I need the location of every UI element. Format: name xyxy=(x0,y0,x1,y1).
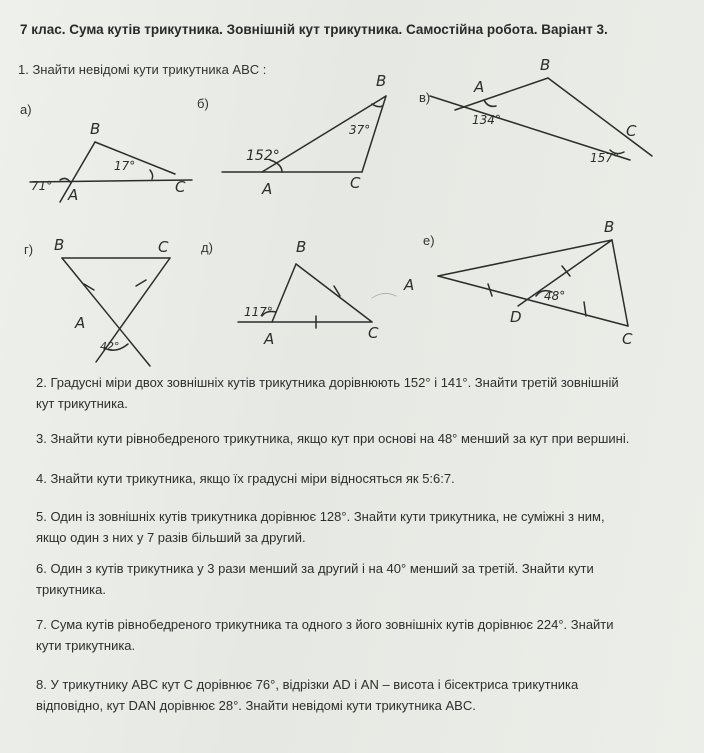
fig-v-label-b: B xyxy=(540,56,551,74)
fig-a-label-a: A xyxy=(68,186,79,204)
question-line: 4. Знайти кути трикутника, якщо їх градусні міри відносяться як 5:6:7. xyxy=(36,471,455,486)
fig-a-label-b: B xyxy=(90,120,101,138)
fig-v-angle-c: 157° xyxy=(590,151,619,165)
fig-b-label-a: A xyxy=(262,180,273,198)
fig-a-label-c: C xyxy=(175,178,186,196)
sub-label-b: б) xyxy=(197,96,209,111)
question-6 xyxy=(36,558,594,600)
fig-g-label-a: A xyxy=(75,314,86,332)
figure-e-triangle xyxy=(438,240,628,326)
fig-g-angle: 42° xyxy=(100,340,120,353)
question-line: 3. Знайти кути рівнобедреного трикутника, якщо кут при основі на 48° менший за кут при вершині. xyxy=(36,431,630,446)
question-3 xyxy=(36,428,629,449)
question-line: 8. У трикутнику ABC кут C дорівнює 76°, відрізки AD і AN – висота і бісектриса трикутника xyxy=(36,677,579,692)
fig-g-label-c: C xyxy=(158,238,169,256)
question-line: кут трикутника. xyxy=(36,396,128,411)
fig-v-angle-a: 134° xyxy=(472,113,501,127)
fig-v-label-a: A xyxy=(474,78,485,96)
fig-g-label-b: B xyxy=(54,236,65,254)
fig-e-label-a: A xyxy=(404,276,415,294)
question-4 xyxy=(36,468,455,489)
question-line: 2. Градусні міри двох зовнішніх кутів трикутника дорівнюють 152° і 141°. Знайти третій зовнішній xyxy=(36,375,619,390)
sub-label-d: д) xyxy=(201,240,213,255)
fig-e-label-b: B xyxy=(604,218,615,236)
question-5 xyxy=(36,506,605,548)
fig-b-angle-ext: 152° xyxy=(246,148,280,164)
worksheet-title: 7 клас. Сума кутів трикутника. Зовнішній кут трикутника. Самостійна робота. Варіант 3. xyxy=(20,22,608,37)
question-line: 6. Один з кутів трикутника у 3 рази менший за другий і на 40° менший за третій. Знайти кути xyxy=(36,561,594,576)
fig-b-label-c: C xyxy=(350,174,361,192)
fig-e-label-c: C xyxy=(622,330,633,348)
task-1-text: 1. Знайти невідомі кути трикутника ABC : xyxy=(18,62,267,77)
fig-v-label-c: C xyxy=(626,122,637,140)
fig-a-angle-inner: 17° xyxy=(114,159,136,173)
fig-d-label-a: A xyxy=(264,330,275,348)
question-line: 7. Сума кутів рівнобедреного трикутника та одного з його зовнішніх кутів дорівнює 224°. Знайти xyxy=(36,617,614,632)
question-7 xyxy=(36,614,614,656)
figure-a-triangle xyxy=(30,142,192,202)
fig-b-angle-b: 37° xyxy=(349,123,371,137)
question-8 xyxy=(36,674,578,716)
sub-label-e: е) xyxy=(423,233,435,248)
question-line: трикутника. xyxy=(36,582,106,597)
fig-e-label-d: D xyxy=(510,308,522,326)
sub-label-g: г) xyxy=(24,242,34,257)
fig-d-label-c: C xyxy=(368,324,379,342)
fig-e-angle: 48° xyxy=(544,289,566,303)
figure-v-triangle xyxy=(430,78,652,160)
question-line: кути трикутника. xyxy=(36,638,136,653)
question-line: 5. Один із зовнішніх кутів трикутника дорівнює 128°. Знайти кути трикутника, не суміжні з ним, xyxy=(36,509,605,524)
question-line: відповідно, кут DAN дорівнює 28°. Знайти невідомі кути трикутника ABC. xyxy=(36,698,476,713)
sub-label-a: а) xyxy=(20,102,32,117)
sub-label-v: в) xyxy=(419,90,431,105)
fig-a-angle-outer: 71° xyxy=(31,179,53,193)
fig-d-angle: 117° xyxy=(244,305,273,319)
fig-d-label-b: B xyxy=(296,238,307,256)
question-line: якщо один з них у 7 разів більший за другий. xyxy=(36,530,306,545)
question-2 xyxy=(36,372,619,414)
fig-b-label-b: B xyxy=(376,72,387,90)
